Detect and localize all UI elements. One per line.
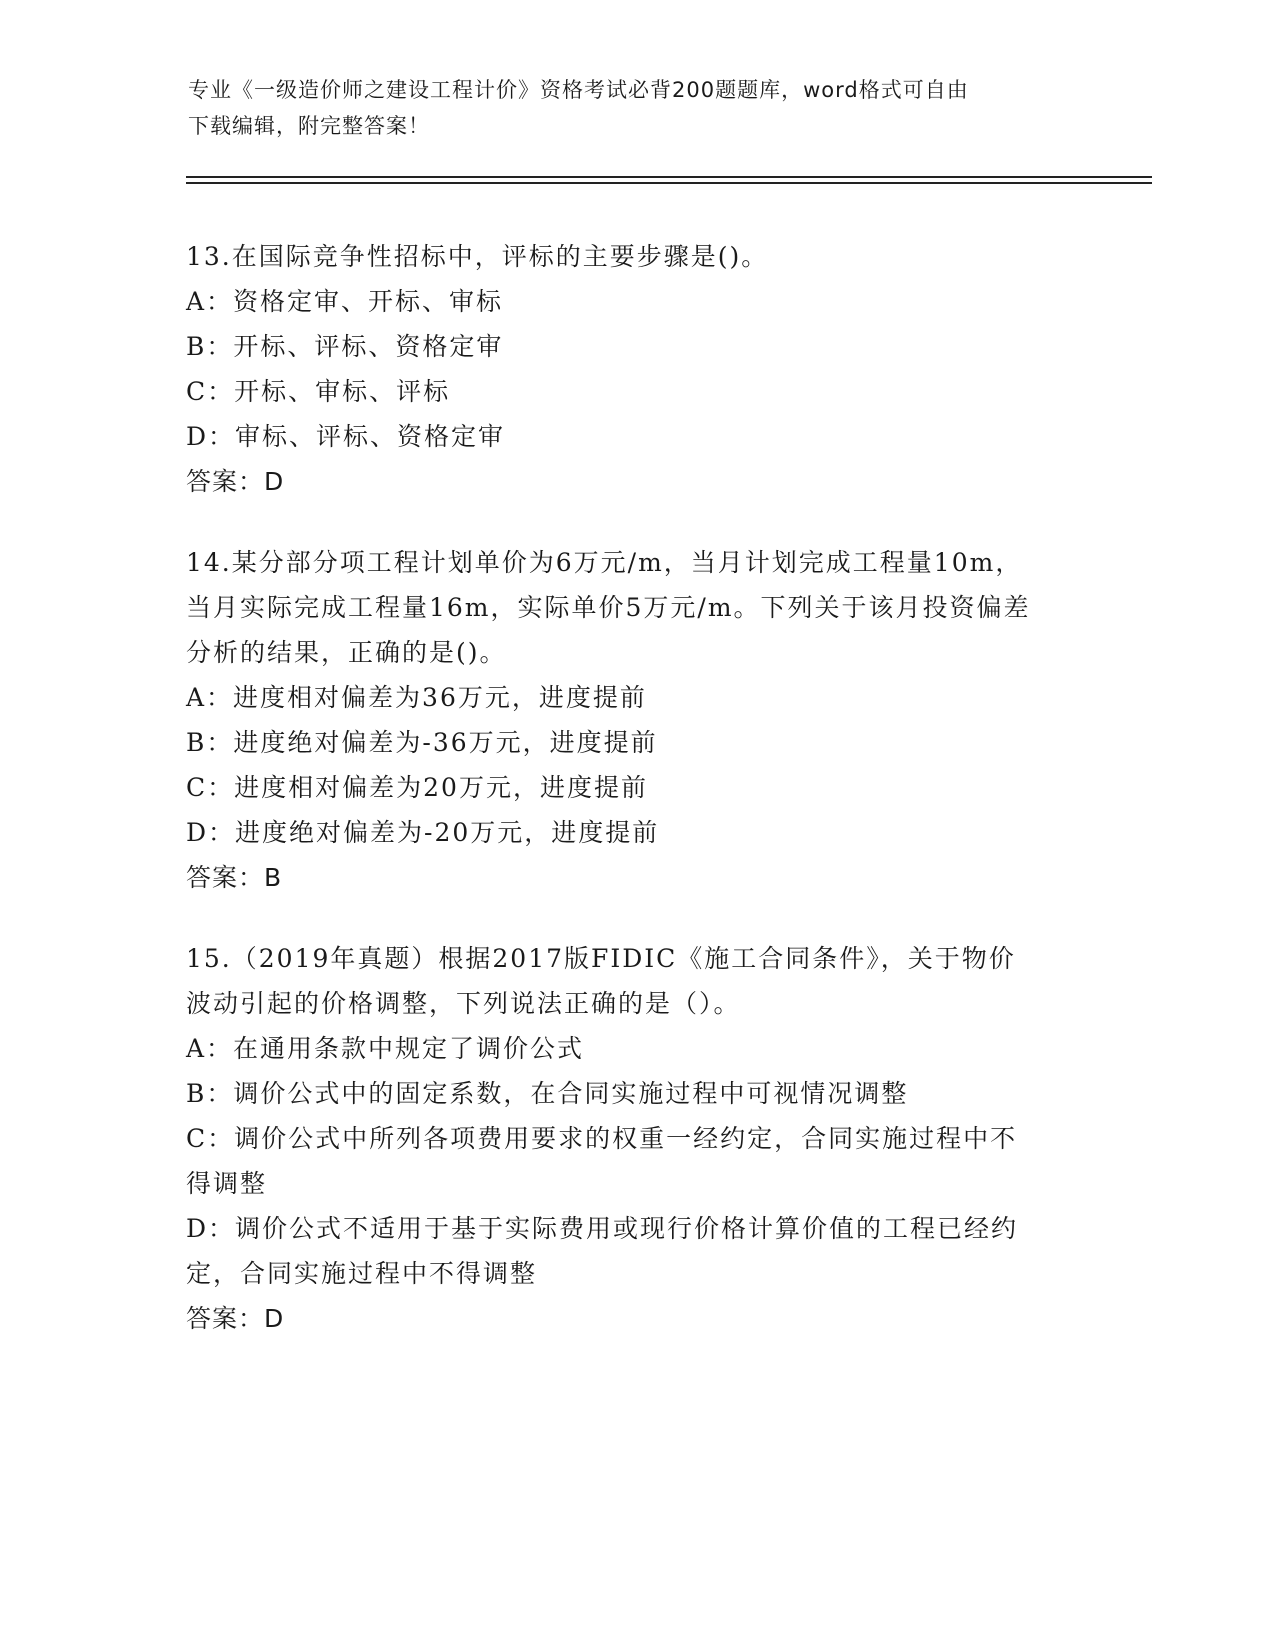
question-stem: 分析的结果，正确的是()。 <box>186 638 507 667</box>
answer: 答案：D <box>186 1304 285 1333</box>
option-d-continued: 定，合同实施过程中不得调整 <box>186 1259 538 1288</box>
option-c-continued: 得调整 <box>186 1169 268 1198</box>
option-b: B：进度绝对偏差为-36万元，进度提前 <box>186 728 658 757</box>
header-divider-bottom <box>186 182 1152 184</box>
option-d: D：调价公式不适用于基于实际费用或现行价格计算价值的工程已经约 <box>186 1214 1019 1243</box>
answer: 答案：D <box>186 467 285 496</box>
header-line-2: 下载编辑，附完整答案！ <box>188 114 430 138</box>
question-stem: 波动引起的价格调整，下列说法正确的是（）。 <box>186 989 741 1018</box>
header-line-1: 专业《一级造价师之建设工程计价》资格考试必背200题题库，word格式可自由 <box>188 78 969 102</box>
option-d: D：审标、评标、资格定审 <box>186 422 506 451</box>
question-stem: 13.在国际竞争性招标中，评标的主要步骤是()。 <box>186 242 769 271</box>
answer: 答案：B <box>186 863 283 892</box>
option-c: C：调价公式中所列各项费用要求的权重一经约定，合同实施过程中不 <box>186 1124 1018 1153</box>
question-stem: 15.（2019年真题）根据2017版FIDIC《施工合同条件》，关于物价 <box>186 944 1016 973</box>
question-13 <box>186 234 1086 505</box>
option-a: A：在通用条款中规定了调价公式 <box>186 1034 585 1063</box>
question-14 <box>186 540 1086 901</box>
header-divider-top <box>186 176 1152 178</box>
question-15 <box>186 936 1086 1342</box>
option-b: B：调价公式中的固定系数，在合同实施过程中可视情况调整 <box>186 1079 909 1108</box>
option-a: A：资格定审、开标、审标 <box>186 287 504 316</box>
option-b: B：开标、评标、资格定审 <box>186 332 504 361</box>
document-header <box>188 72 1088 144</box>
option-d: D：进度绝对偏差为-20万元，进度提前 <box>186 818 660 847</box>
option-a: A：进度相对偏差为36万元，进度提前 <box>186 683 647 712</box>
option-c: C：进度相对偏差为20万元，进度提前 <box>186 773 648 802</box>
question-stem: 14.某分部分项工程计划单价为6万元/m，当月计划完成工程量10m， <box>186 548 1023 577</box>
question-stem: 当月实际完成工程量16m，实际单价5万元/m。下列关于该月投资偏差 <box>186 593 1031 622</box>
option-c: C：开标、审标、评标 <box>186 377 451 406</box>
question-list <box>186 234 1086 1377</box>
